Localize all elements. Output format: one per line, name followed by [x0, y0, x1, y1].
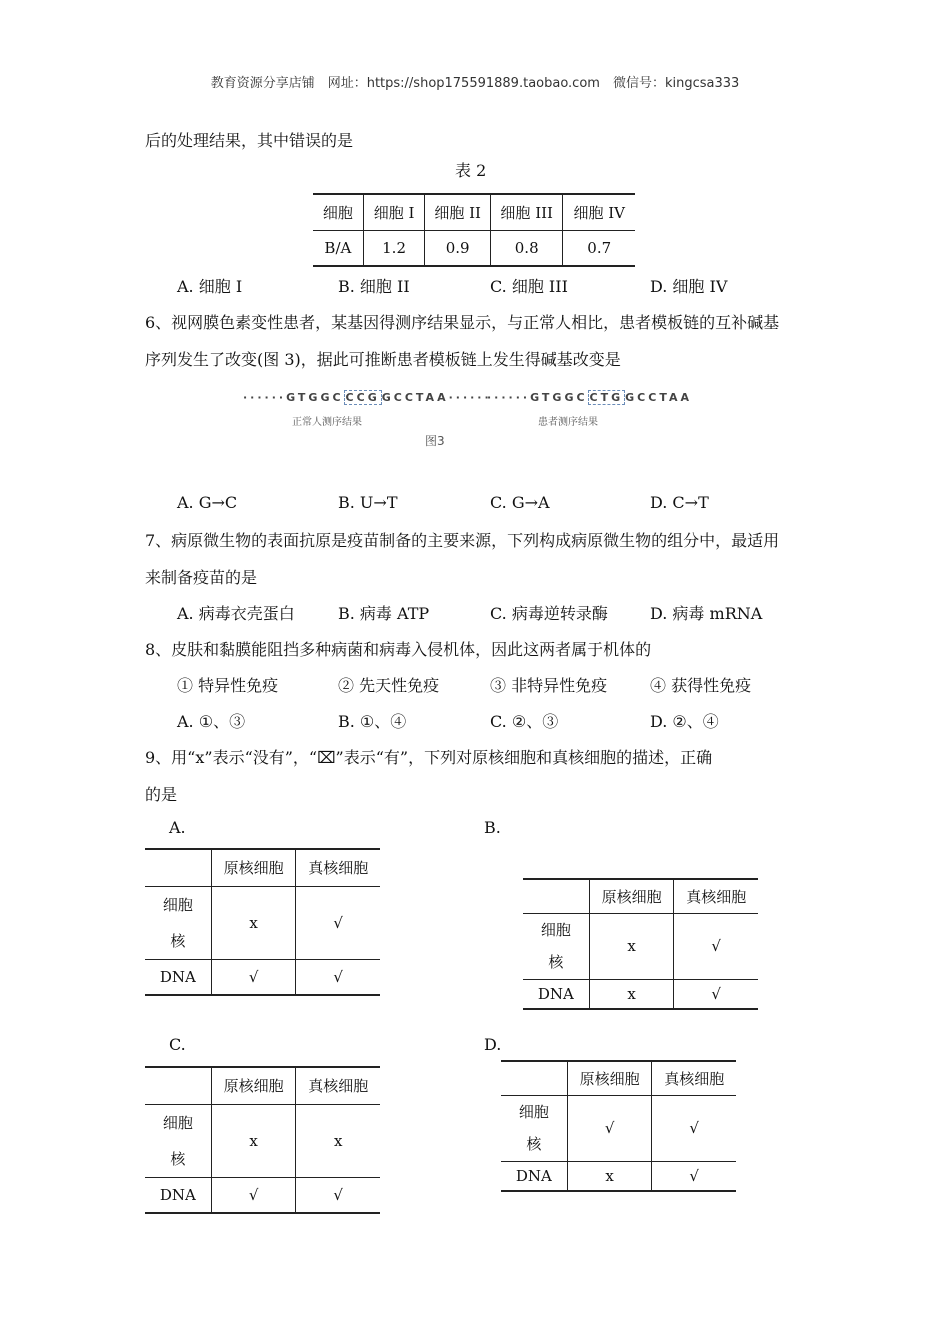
table-cell: √ — [652, 1095, 736, 1161]
q8-item-3: ③ 非特异性免疫 — [490, 676, 608, 695]
patient-caption: 患者测序结果 — [538, 417, 598, 428]
normal-sequence-box: CCG — [345, 391, 380, 404]
q5-option-a[interactable]: A. 细胞 I — [177, 277, 243, 296]
column-header: 原核细胞 — [211, 849, 296, 886]
table-2-header: 细胞 — [313, 194, 363, 230]
column-header: 原核细胞 — [211, 1067, 296, 1104]
q8-option-a[interactable]: A. ①、③ — [177, 712, 246, 731]
q6-option-d[interactable]: D. C→T — [650, 493, 709, 512]
column-header: 原核细胞 — [567, 1061, 652, 1095]
table-cell: √ — [211, 1177, 296, 1213]
column-header: 真核细胞 — [296, 849, 380, 886]
q7-option-d[interactable]: D. 病毒 mRNA — [650, 604, 763, 623]
q9-option-b-label[interactable]: B. — [484, 818, 501, 837]
table-cell: √ — [211, 959, 296, 995]
q6-option-b[interactable]: B. U→T — [338, 493, 398, 512]
q8-option-c[interactable]: C. ②、③ — [490, 712, 559, 731]
q5-option-b[interactable]: B. 细胞 II — [338, 277, 410, 296]
row-label-nucleus: 细胞 核 — [501, 1095, 567, 1161]
table-2-cell: 0.7 — [563, 230, 635, 266]
column-header: 真核细胞 — [674, 879, 758, 913]
q8-option-d[interactable]: D. ②、④ — [650, 712, 719, 731]
question-8-line-1: 8、皮肤和黏膜能阻挡多种病菌和病毒入侵机体，因此这两者属于机体的 — [145, 640, 652, 659]
q8-item-1: ① 特异性免疫 — [177, 676, 279, 695]
row-label-nucleus: 细胞 核 — [523, 913, 589, 979]
q7-option-b[interactable]: B. 病毒 ATP — [338, 604, 430, 623]
table-cell: x — [567, 1161, 652, 1191]
question-9-line-1: 9、用“x”表示“没有”，“⌧”表示“有”，下列对原核细胞和真核细胞的描述，正确 — [145, 748, 713, 767]
table-cell: √ — [674, 979, 758, 1009]
table-2-cell: 0.8 — [490, 230, 563, 266]
q9-option-a-label[interactable]: A. — [169, 818, 186, 837]
normal-caption: 正常人测序结果 — [292, 417, 362, 428]
row-label-nucleus: 细胞 核 — [145, 886, 211, 959]
row-label-dna: DNA — [523, 979, 589, 1009]
table-cell: √ — [296, 959, 380, 995]
page-header: 教育资源分享店铺 网址：https://shop175591889.taobao.com 微信号：kingcsa333 — [210, 76, 740, 91]
table-2-header: 细胞 I — [363, 194, 425, 230]
patient-sequence-box: CTG — [589, 391, 624, 404]
table-cell: √ — [652, 1161, 736, 1191]
q7-option-c[interactable]: C. 病毒逆转录酶 — [490, 604, 608, 623]
q8-item-4: ④ 获得性免疫 — [650, 676, 752, 695]
q6-option-a[interactable]: A. G→C — [177, 493, 238, 512]
table-cell: x — [589, 979, 674, 1009]
question-6-line-1: 6、视网膜色素变性患者，某基因得测序结果显示，与正常人相比，患者模板链的互补碱基 — [145, 313, 780, 332]
q9-option-d-label[interactable]: D. — [484, 1035, 502, 1054]
table-cell: x — [211, 1104, 296, 1177]
q6-option-c[interactable]: C. G→A — [490, 493, 550, 512]
column-header: 真核细胞 — [296, 1067, 380, 1104]
q5-option-d[interactable]: D. 细胞 IV — [650, 277, 728, 296]
question-5-tail: 后的处理结果，其中错误的是 — [145, 131, 354, 150]
row-label-dna: DNA — [145, 1177, 211, 1213]
q9-option-b-table — [523, 878, 758, 1010]
table-cell: x — [211, 886, 296, 959]
row-label-dna: DNA — [145, 959, 211, 995]
table-cell: √ — [296, 1177, 380, 1213]
table-2-cell: 1.2 — [363, 230, 425, 266]
table-2-cell: 0.9 — [425, 230, 491, 266]
question-7-line-1: 7、病原微生物的表面抗原是疫苗制备的主要来源，下列构成病原微生物的组分中，最适用 — [145, 531, 780, 550]
table-cell: √ — [674, 913, 758, 979]
table-2-header: 细胞 II — [425, 194, 491, 230]
figure-3-label: 图3 — [425, 434, 445, 448]
question-6-line-2: 序列发生了改变(图 3)，据此可推断患者模板链上发生得碱基改变是 — [145, 350, 621, 369]
table-2 — [313, 193, 635, 267]
table-cell: √ — [567, 1095, 652, 1161]
q8-item-2: ② 先天性免疫 — [338, 676, 440, 695]
q8-option-b[interactable]: B. ①、④ — [338, 712, 407, 731]
q9-option-a-table — [145, 848, 380, 996]
table-cell: x — [296, 1104, 380, 1177]
q9-option-c-table — [145, 1066, 380, 1214]
column-header: 真核细胞 — [652, 1061, 736, 1095]
table-cell: x — [589, 913, 674, 979]
q9-option-d-table — [501, 1060, 736, 1192]
row-label-dna: DNA — [501, 1161, 567, 1191]
table-2-header: 细胞 III — [490, 194, 563, 230]
table-2-header: 细胞 IV — [563, 194, 635, 230]
q5-option-c[interactable]: C. 细胞 III — [490, 277, 568, 296]
column-header: 原核细胞 — [589, 879, 674, 913]
patient-sequence: ······GTGGC CTG GCCTAA — [487, 391, 693, 404]
question-7-line-2: 来制备疫苗的是 — [145, 568, 258, 587]
q9-option-c-label[interactable]: C. — [169, 1035, 186, 1054]
table-cell: √ — [296, 886, 380, 959]
table-2-cell: B/A — [313, 230, 363, 266]
normal-sequence: ······GTGGC CCG GCCTAA······ — [243, 391, 492, 404]
question-9-line-2: 的是 — [145, 785, 178, 804]
table-2-title: 表 2 — [455, 161, 487, 180]
q7-option-a[interactable]: A. 病毒衣壳蛋白 — [177, 604, 295, 623]
row-label-nucleus: 细胞 核 — [145, 1104, 211, 1177]
